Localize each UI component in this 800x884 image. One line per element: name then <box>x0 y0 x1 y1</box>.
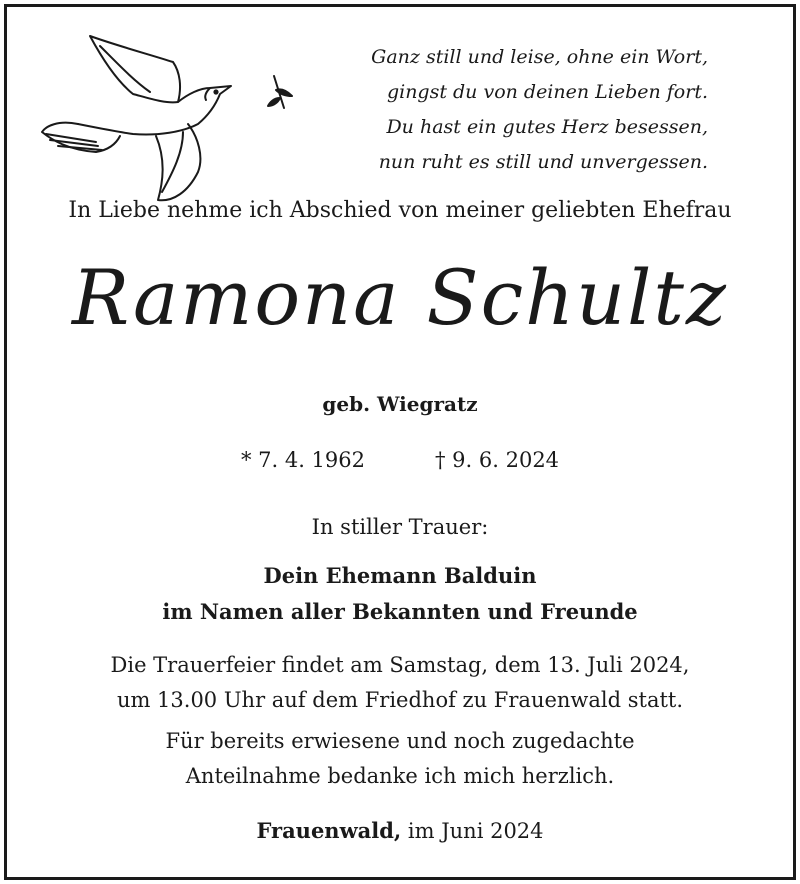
poem-line: gingst du von deinen Lieben fort. <box>386 81 708 103</box>
thanks-line: Für bereits erwiesene und noch zugedachte <box>165 729 635 753</box>
poem-line: Ganz still und leise, ohne ein Wort, <box>371 46 708 68</box>
death-date: † 9. 6. 2024 <box>435 448 560 472</box>
place-date <box>0 818 800 843</box>
life-dates <box>0 448 800 472</box>
poem-line: nun ruht es still und unvergessen. <box>378 151 708 173</box>
mourners <box>0 558 800 630</box>
dove-icon <box>38 32 308 207</box>
intro-text: In Liebe nehme ich Abschied von meiner geliebten Ehefrau <box>68 198 732 223</box>
thanks-text <box>0 724 800 794</box>
birth-name: geb. Wiegratz <box>322 392 478 416</box>
deceased-name: Ramona Schultz <box>72 253 728 342</box>
ceremony-line: um 13.00 Uhr auf dem Friedhof zu Frauenwald statt. <box>116 688 684 712</box>
ceremony-line: Die Trauerfeier findet am Samstag, dem 13. Juli 2024, <box>110 653 690 677</box>
date-text: im Juni 2024 <box>407 819 544 843</box>
place-name: Frauenwald, <box>256 818 402 843</box>
mourner-line: Dein Ehemann Balduin <box>263 563 537 588</box>
birth-date: * 7. 4. 1962 <box>240 448 365 472</box>
mourning-intro: In stiller Trauer: <box>311 515 489 539</box>
mourner-line: im Namen aller Bekannten und Freunde <box>162 599 638 624</box>
ceremony-info <box>0 648 800 718</box>
thanks-line: Anteilnahme bedanke ich mich herzlich. <box>185 764 615 788</box>
poem <box>371 40 708 180</box>
poem-line: Du hast ein gutes Herz besessen, <box>386 116 708 138</box>
